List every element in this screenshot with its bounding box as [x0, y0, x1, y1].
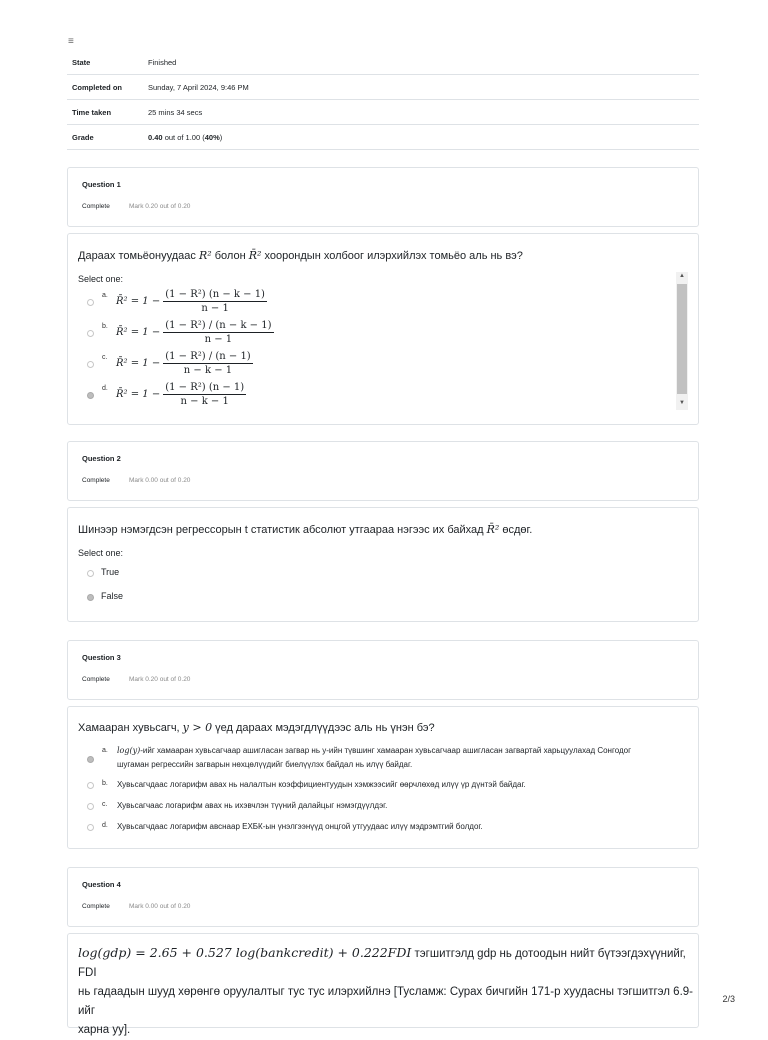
option-d-radio[interactable]: [87, 824, 94, 831]
formula-numerator: (1 − R²) / (n − 1): [165, 351, 251, 362]
question-number: Question 1: [82, 180, 121, 189]
question-number: Question 2: [82, 454, 121, 463]
option-letter: a.: [102, 747, 108, 754]
option-a-text-line2[interactable]: шугаман регрессийн загварын нөхцөлүүдийг биелүүлэх байдал нь илүү байдаг.: [117, 760, 413, 769]
question-text-part: Хамааран хувьсагч,: [78, 722, 183, 734]
summary-value: 25 mins 34 secs: [143, 100, 699, 125]
question-mark: Mark 0.20 out of 0.20: [129, 203, 191, 210]
summary-label: Completed on: [67, 75, 143, 100]
question-1-content: [67, 233, 699, 425]
question-text-part: Дараах томьёонуудаас: [78, 250, 199, 262]
formula-lhs: R̄² = 1 −: [116, 296, 161, 307]
formula-numerator: (1 − R²) (n − 1): [165, 382, 245, 393]
question-mark: Mark 0.20 out of 0.20: [129, 676, 191, 683]
formula-lhs: R̄² = 1 −: [116, 389, 161, 400]
option-letter: b.: [102, 780, 108, 787]
option-d-formula[interactable]: [116, 382, 246, 407]
formula-fraction: [163, 289, 267, 314]
option-false-radio[interactable]: [87, 594, 94, 601]
question-number: Question 4: [82, 880, 121, 889]
option-letter: d.: [102, 385, 108, 392]
question-state: Complete: [82, 477, 110, 484]
option-true-radio[interactable]: [87, 570, 94, 577]
options-scrollbar[interactable]: [676, 272, 688, 410]
math-gdp-equation: log(gdp) = 2.65 + 0.527 log(bankcredit) + 0.222FDI: [78, 945, 412, 960]
formula-denominator: n − 1: [201, 303, 229, 314]
formula-numerator: (1 − R²) (n − k − 1): [165, 289, 265, 300]
summary-value: [143, 125, 699, 150]
math-log-y: log(y): [117, 746, 141, 755]
summary-row-time: [67, 100, 699, 125]
option-true-label[interactable]: True: [101, 567, 120, 577]
question-text: [78, 719, 435, 737]
question-mark: Mark 0.00 out of 0.20: [129, 477, 191, 484]
grade-end: ): [219, 132, 223, 142]
option-text-line: -ийг хамааран хувьсагчаар ашигласан загвар нь y-ийн түвшинг хамааран хувьсагчаар ашигласан загвартай харьцуулахад Сонгодог: [140, 746, 632, 755]
summary-label: Grade: [67, 125, 143, 150]
math-y-positive: y > 0: [182, 721, 213, 734]
question-state: Complete: [82, 903, 110, 910]
question-state: Complete: [82, 203, 110, 210]
math-r-squared: R²: [198, 249, 212, 262]
option-c-radio[interactable]: [87, 361, 94, 368]
question-text: [78, 943, 698, 1040]
option-b-radio[interactable]: [87, 330, 94, 337]
option-a-text[interactable]: [117, 746, 631, 755]
summary-value: Sunday, 7 April 2024, 9:46 PM: [143, 75, 699, 100]
formula-numerator: (1 − R²) / (n − k − 1): [165, 320, 272, 331]
option-b-formula[interactable]: [116, 320, 274, 345]
hamburger-icon[interactable]: ≡: [68, 36, 74, 47]
option-letter: a.: [102, 292, 108, 299]
option-c-text[interactable]: Хувьсагчаас логарифм авах нь ихэвчлэн түүний далайцыг нэмэгдүүлдэг.: [117, 801, 388, 810]
question-state: Complete: [82, 676, 110, 683]
option-b-radio[interactable]: [87, 782, 94, 789]
question-text: [78, 247, 523, 265]
option-d-text[interactable]: Хувьсагчдаас логарифм авснаар ЕХБК-ын үнэлгээнүүд онцгой утгуудаас илүү мэдрэмтгий болдог.: [117, 822, 483, 831]
scroll-up-icon[interactable]: ▲: [679, 273, 685, 279]
formula-fraction: [163, 320, 273, 345]
option-a-radio[interactable]: [87, 756, 94, 763]
question-2-content: [67, 507, 699, 622]
question-text-part: өсдөг.: [499, 524, 533, 536]
option-letter: c.: [102, 354, 108, 361]
question-text-part: хоорондын холбоог илэрхийлэх томьёо аль нь вэ?: [261, 250, 523, 262]
question-2-info: [67, 441, 699, 501]
scroll-down-icon[interactable]: ▼: [679, 400, 685, 406]
formula-denominator: n − 1: [204, 334, 233, 345]
grade-score: 0.40: [148, 132, 163, 142]
question-mark: Mark 0.00 out of 0.20: [129, 903, 191, 910]
formula-denominator: n − k − 1: [183, 365, 233, 376]
question-4-content: [67, 933, 699, 1036]
option-false-label[interactable]: False: [101, 591, 124, 601]
option-b-text[interactable]: Хувьсагчдаас логарифм авах нь налалтын коэффициентуудын хэмжээсийг өөрчлөхөд илүү үр дүнтэй байдаг.: [117, 780, 526, 789]
formula-denominator: n − k − 1: [180, 396, 229, 407]
summary-row-state: [67, 50, 699, 75]
question-4-info: [67, 867, 699, 927]
question-3-info: [67, 640, 699, 700]
math-adjusted-r-squared: R̄²: [248, 249, 262, 262]
question-text-part: тэгшитгэлд gdp нь дотоодын нийт бүтээгдэхүүнийг, FDI: [78, 948, 686, 979]
summary-label: Time taken: [67, 100, 143, 125]
option-letter: b.: [102, 323, 108, 330]
option-c-formula[interactable]: [116, 351, 253, 376]
attempt-summary-table: [67, 50, 699, 150]
scrollbar-thumb[interactable]: [677, 284, 687, 394]
grade-mid: out of 1.00 (: [162, 132, 205, 142]
question-3-content: [67, 706, 699, 849]
option-letter: d.: [102, 822, 108, 829]
option-c-radio[interactable]: [87, 803, 94, 810]
question-number: Question 3: [82, 653, 121, 662]
summary-label: State: [67, 50, 143, 75]
summary-row-grade: [67, 125, 699, 150]
formula-lhs: R̄² = 1 −: [116, 358, 161, 369]
page-number: 2/3: [722, 994, 735, 1004]
summary-value: Finished: [143, 50, 699, 75]
select-one-label: Select one:: [78, 274, 124, 284]
option-a-radio[interactable]: [87, 299, 94, 306]
question-1-info: [67, 167, 699, 227]
formula-fraction: [163, 351, 253, 376]
summary-row-completed: [67, 75, 699, 100]
question-text-part: болон: [211, 250, 249, 262]
question-text-part: үед дараах мэдэгдлүүдээс аль нь үнэн бэ?: [212, 722, 435, 734]
math-adjusted-r-squared: R̄²: [486, 523, 500, 536]
question-text-part: Шинээр нэмэгдсэн регрессорын t статистик абсолют утгаараа нэгээс их байхад: [78, 524, 487, 536]
question-text-part: нь гадаадын шууд хөрөнгө оруулалтыг тус тус илэрхийлнэ [Тусламж: Сурах бичгийн 171-р хуудасны тэгшитгэл 6.9-ийг: [78, 986, 693, 1017]
question-text: [78, 521, 532, 539]
option-letter: c.: [102, 801, 108, 808]
grade-percent: 40%: [204, 132, 220, 142]
option-a-formula[interactable]: [116, 289, 267, 314]
select-one-label: Select one:: [78, 548, 124, 558]
option-d-radio[interactable]: [87, 392, 94, 399]
formula-fraction: [163, 382, 246, 407]
formula-lhs: R̄² = 1 −: [116, 327, 161, 338]
question-text-part: харна уу].: [78, 1024, 131, 1036]
